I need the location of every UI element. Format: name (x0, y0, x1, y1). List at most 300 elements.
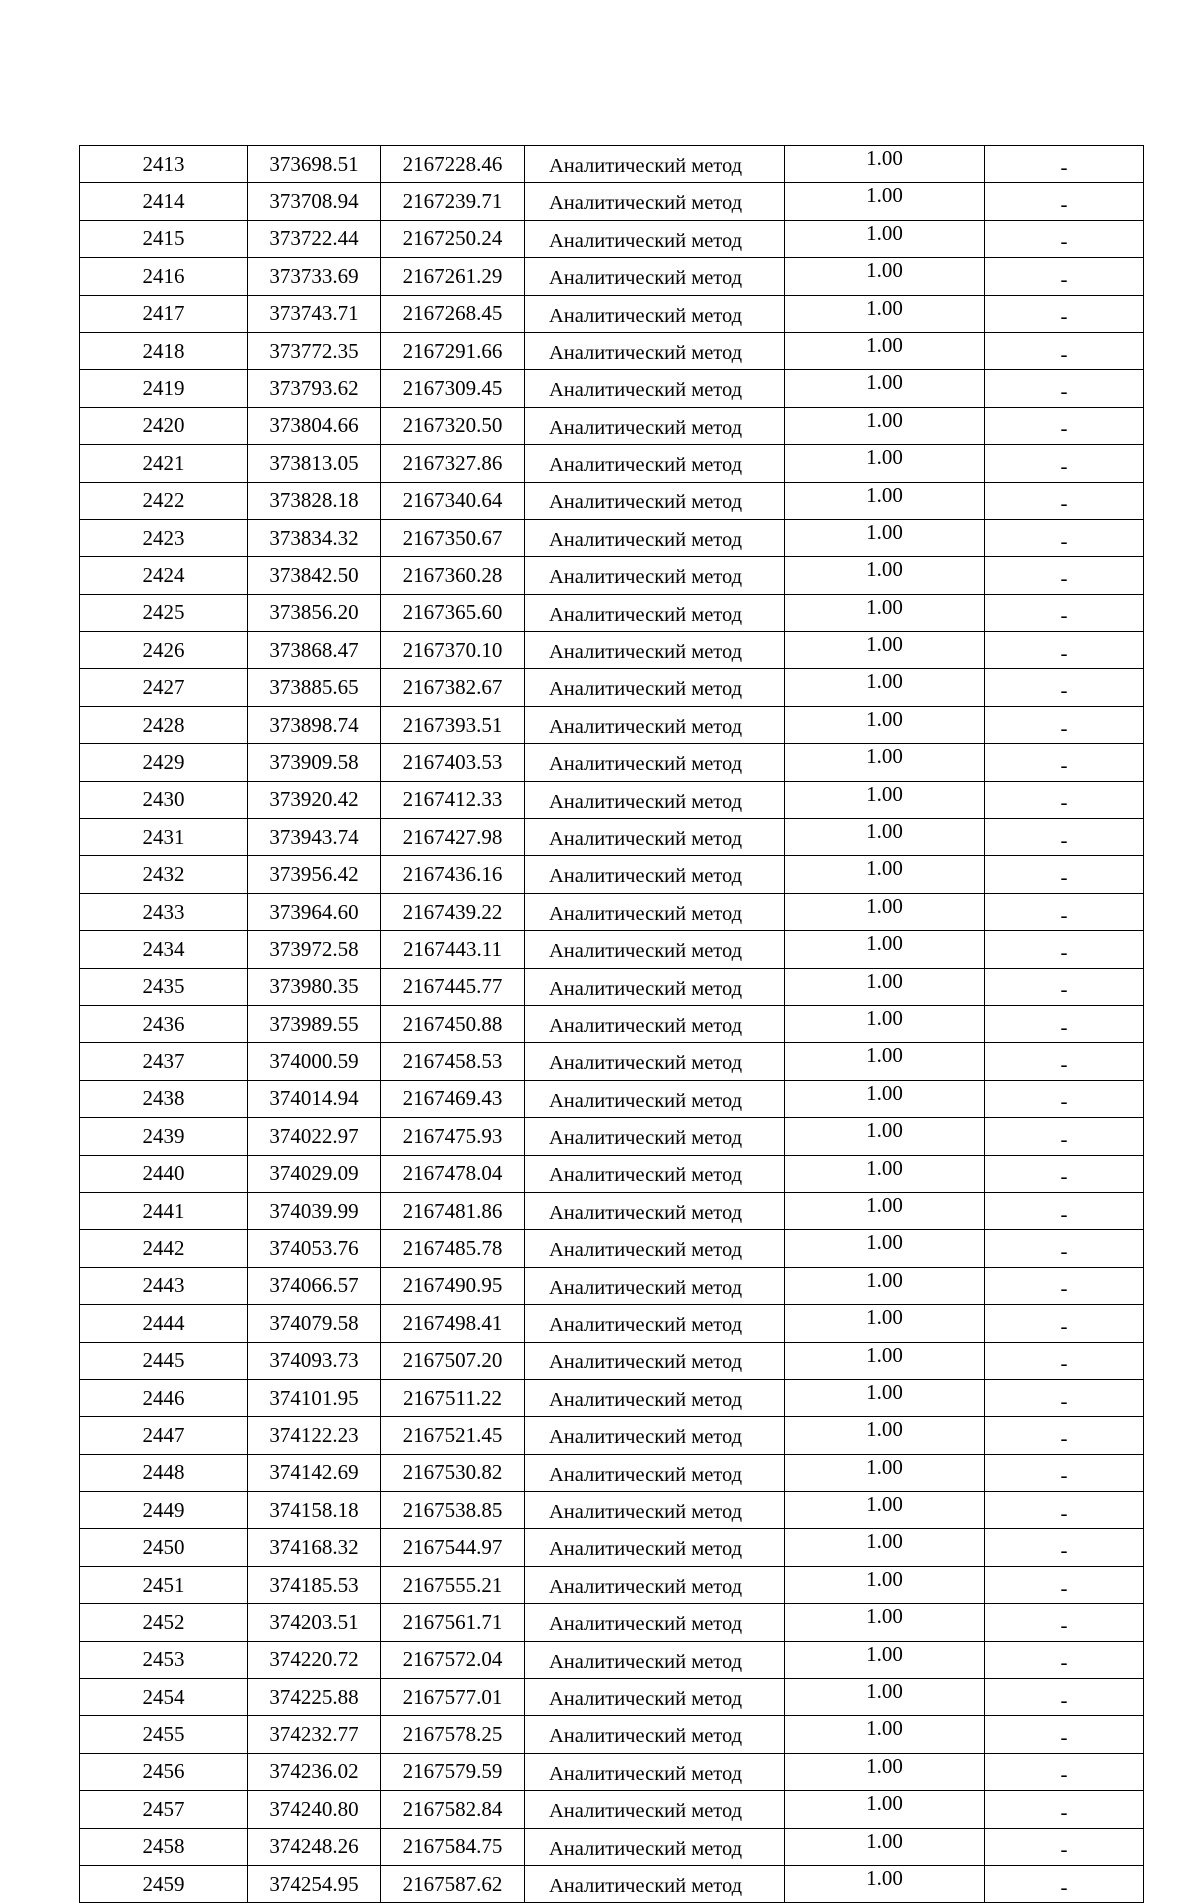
y-coordinate-cell: 2167393.51 (381, 706, 525, 743)
method-cell: Аналитический метод (525, 1080, 785, 1117)
method-cell: Аналитический метод (525, 1267, 785, 1304)
method-cell: Аналитический метод (525, 1679, 785, 1716)
x-coordinate-cell: 373898.74 (248, 706, 381, 743)
coordinates-table-body (80, 146, 1144, 1903)
point-number-cell: 2421 (80, 445, 248, 482)
y-coordinate-cell: 2167228.46 (381, 146, 525, 183)
point-number-cell: 2443 (80, 1267, 248, 1304)
y-coordinate-cell: 2167579.59 (381, 1753, 525, 1790)
x-coordinate-cell: 374254.95 (248, 1865, 381, 1902)
accuracy-cell: 1.00 (785, 519, 985, 556)
table-row (80, 1454, 1144, 1491)
note-cell: - (985, 445, 1144, 482)
method-cell: Аналитический метод (525, 1379, 785, 1416)
point-number-cell: 2436 (80, 1005, 248, 1042)
y-coordinate-cell: 2167478.04 (381, 1155, 525, 1192)
x-coordinate-cell: 373909.58 (248, 744, 381, 781)
x-coordinate-cell: 373980.35 (248, 968, 381, 1005)
x-coordinate-cell: 373722.44 (248, 220, 381, 257)
table-row (80, 1865, 1144, 1902)
accuracy-cell: 1.00 (785, 482, 985, 519)
x-coordinate-cell: 373920.42 (248, 781, 381, 818)
accuracy-cell: 1.00 (785, 1604, 985, 1641)
method-cell: Аналитический метод (525, 1192, 785, 1229)
accuracy-cell: 1.00 (785, 1454, 985, 1491)
note-cell: - (985, 407, 1144, 444)
accuracy-cell: 1.00 (785, 706, 985, 743)
point-number-cell: 2430 (80, 781, 248, 818)
point-number-cell: 2453 (80, 1641, 248, 1678)
table-row (80, 1791, 1144, 1828)
table-row (80, 220, 1144, 257)
method-cell: Аналитический метод (525, 968, 785, 1005)
note-cell: - (985, 594, 1144, 631)
y-coordinate-cell: 2167507.20 (381, 1342, 525, 1379)
point-number-cell: 2439 (80, 1118, 248, 1155)
point-number-cell: 2414 (80, 183, 248, 220)
note-cell: - (985, 781, 1144, 818)
accuracy-cell: 1.00 (785, 819, 985, 856)
table-row (80, 445, 1144, 482)
accuracy-cell: 1.00 (785, 669, 985, 706)
method-cell: Аналитический метод (525, 1828, 785, 1865)
point-number-cell: 2428 (80, 706, 248, 743)
method-cell: Аналитический метод (525, 1529, 785, 1566)
y-coordinate-cell: 2167530.82 (381, 1454, 525, 1491)
note-cell: - (985, 1641, 1144, 1678)
y-coordinate-cell: 2167350.67 (381, 519, 525, 556)
accuracy-cell: 1.00 (785, 1155, 985, 1192)
note-cell: - (985, 220, 1144, 257)
method-cell: Аналитический метод (525, 1043, 785, 1080)
table-row (80, 1492, 1144, 1529)
table-row (80, 1566, 1144, 1603)
note-cell: - (985, 744, 1144, 781)
point-number-cell: 2422 (80, 482, 248, 519)
x-coordinate-cell: 373989.55 (248, 1005, 381, 1042)
x-coordinate-cell: 374168.32 (248, 1529, 381, 1566)
y-coordinate-cell: 2167587.62 (381, 1865, 525, 1902)
method-cell: Аналитический метод (525, 1155, 785, 1192)
method-cell: Аналитический метод (525, 183, 785, 220)
accuracy-cell: 1.00 (785, 1641, 985, 1678)
y-coordinate-cell: 2167250.24 (381, 220, 525, 257)
y-coordinate-cell: 2167481.86 (381, 1192, 525, 1229)
table-row (80, 258, 1144, 295)
point-number-cell: 2413 (80, 146, 248, 183)
method-cell: Аналитический метод (525, 632, 785, 669)
x-coordinate-cell: 373943.74 (248, 819, 381, 856)
x-coordinate-cell: 373772.35 (248, 332, 381, 369)
y-coordinate-cell: 2167538.85 (381, 1492, 525, 1529)
y-coordinate-cell: 2167443.11 (381, 931, 525, 968)
method-cell: Аналитический метод (525, 146, 785, 183)
table-row (80, 1828, 1144, 1865)
note-cell: - (985, 931, 1144, 968)
note-cell: - (985, 1379, 1144, 1416)
accuracy-cell: 1.00 (785, 1828, 985, 1865)
table-row (80, 332, 1144, 369)
note-cell: - (985, 1118, 1144, 1155)
note-cell: - (985, 1155, 1144, 1192)
method-cell: Аналитический метод (525, 1342, 785, 1379)
method-cell: Аналитический метод (525, 1791, 785, 1828)
table-row (80, 669, 1144, 706)
point-number-cell: 2426 (80, 632, 248, 669)
note-cell: - (985, 258, 1144, 295)
method-cell: Аналитический метод (525, 1417, 785, 1454)
point-number-cell: 2440 (80, 1155, 248, 1192)
table-row (80, 1679, 1144, 1716)
note-cell: - (985, 482, 1144, 519)
y-coordinate-cell: 2167309.45 (381, 370, 525, 407)
method-cell: Аналитический метод (525, 220, 785, 257)
x-coordinate-cell: 374240.80 (248, 1791, 381, 1828)
accuracy-cell: 1.00 (785, 632, 985, 669)
accuracy-cell: 1.00 (785, 407, 985, 444)
y-coordinate-cell: 2167239.71 (381, 183, 525, 220)
point-number-cell: 2456 (80, 1753, 248, 1790)
table-row (80, 1080, 1144, 1117)
y-coordinate-cell: 2167320.50 (381, 407, 525, 444)
y-coordinate-cell: 2167445.77 (381, 968, 525, 1005)
table-row (80, 781, 1144, 818)
note-cell: - (985, 1679, 1144, 1716)
table-row (80, 146, 1144, 183)
note-cell: - (985, 295, 1144, 332)
method-cell: Аналитический метод (525, 744, 785, 781)
accuracy-cell: 1.00 (785, 1865, 985, 1902)
table-row (80, 1342, 1144, 1379)
accuracy-cell: 1.00 (785, 1118, 985, 1155)
x-coordinate-cell: 373708.94 (248, 183, 381, 220)
point-number-cell: 2449 (80, 1492, 248, 1529)
note-cell: - (985, 370, 1144, 407)
accuracy-cell: 1.00 (785, 893, 985, 930)
method-cell: Аналитический метод (525, 332, 785, 369)
table-row (80, 968, 1144, 1005)
point-number-cell: 2450 (80, 1529, 248, 1566)
point-number-cell: 2435 (80, 968, 248, 1005)
accuracy-cell: 1.00 (785, 445, 985, 482)
method-cell: Аналитический метод (525, 1454, 785, 1491)
point-number-cell: 2442 (80, 1230, 248, 1267)
accuracy-cell: 1.00 (785, 1192, 985, 1229)
point-number-cell: 2434 (80, 931, 248, 968)
x-coordinate-cell: 373842.50 (248, 557, 381, 594)
accuracy-cell: 1.00 (785, 1753, 985, 1790)
accuracy-cell: 1.00 (785, 295, 985, 332)
y-coordinate-cell: 2167582.84 (381, 1791, 525, 1828)
note-cell: - (985, 1043, 1144, 1080)
table-row (80, 407, 1144, 444)
point-number-cell: 2454 (80, 1679, 248, 1716)
x-coordinate-cell: 374203.51 (248, 1604, 381, 1641)
accuracy-cell: 1.00 (785, 1342, 985, 1379)
point-number-cell: 2418 (80, 332, 248, 369)
accuracy-cell: 1.00 (785, 258, 985, 295)
method-cell: Аналитический метод (525, 1230, 785, 1267)
note-cell: - (985, 1865, 1144, 1902)
x-coordinate-cell: 373733.69 (248, 258, 381, 295)
table-row (80, 1529, 1144, 1566)
table-row (80, 893, 1144, 930)
y-coordinate-cell: 2167403.53 (381, 744, 525, 781)
method-cell: Аналитический метод (525, 1753, 785, 1790)
point-number-cell: 2423 (80, 519, 248, 556)
y-coordinate-cell: 2167412.33 (381, 781, 525, 818)
table-row (80, 706, 1144, 743)
table-row (80, 183, 1144, 220)
point-number-cell: 2419 (80, 370, 248, 407)
table-row (80, 482, 1144, 519)
accuracy-cell: 1.00 (785, 1679, 985, 1716)
method-cell: Аналитический метод (525, 1641, 785, 1678)
y-coordinate-cell: 2167561.71 (381, 1604, 525, 1641)
y-coordinate-cell: 2167365.60 (381, 594, 525, 631)
point-number-cell: 2416 (80, 258, 248, 295)
y-coordinate-cell: 2167521.45 (381, 1417, 525, 1454)
x-coordinate-cell: 374225.88 (248, 1679, 381, 1716)
y-coordinate-cell: 2167382.67 (381, 669, 525, 706)
note-cell: - (985, 1192, 1144, 1229)
point-number-cell: 2457 (80, 1791, 248, 1828)
note-cell: - (985, 1791, 1144, 1828)
accuracy-cell: 1.00 (785, 557, 985, 594)
method-cell: Аналитический метод (525, 1118, 785, 1155)
method-cell: Аналитический метод (525, 781, 785, 818)
x-coordinate-cell: 374000.59 (248, 1043, 381, 1080)
y-coordinate-cell: 2167327.86 (381, 445, 525, 482)
table-row (80, 1379, 1144, 1416)
note-cell: - (985, 1005, 1144, 1042)
x-coordinate-cell: 373972.58 (248, 931, 381, 968)
table-row (80, 594, 1144, 631)
point-number-cell: 2444 (80, 1305, 248, 1342)
x-coordinate-cell: 374158.18 (248, 1492, 381, 1529)
point-number-cell: 2427 (80, 669, 248, 706)
x-coordinate-cell: 373956.42 (248, 856, 381, 893)
point-number-cell: 2447 (80, 1417, 248, 1454)
point-number-cell: 2448 (80, 1454, 248, 1491)
y-coordinate-cell: 2167268.45 (381, 295, 525, 332)
table-row (80, 1604, 1144, 1641)
y-coordinate-cell: 2167340.64 (381, 482, 525, 519)
y-coordinate-cell: 2167469.43 (381, 1080, 525, 1117)
y-coordinate-cell: 2167544.97 (381, 1529, 525, 1566)
accuracy-cell: 1.00 (785, 1566, 985, 1603)
accuracy-cell: 1.00 (785, 1791, 985, 1828)
point-number-cell: 2420 (80, 407, 248, 444)
method-cell: Аналитический метод (525, 856, 785, 893)
note-cell: - (985, 1454, 1144, 1491)
method-cell: Аналитический метод (525, 1865, 785, 1902)
accuracy-cell: 1.00 (785, 370, 985, 407)
method-cell: Аналитический метод (525, 482, 785, 519)
x-coordinate-cell: 373964.60 (248, 893, 381, 930)
x-coordinate-cell: 373856.20 (248, 594, 381, 631)
table-row (80, 856, 1144, 893)
method-cell: Аналитический метод (525, 1005, 785, 1042)
accuracy-cell: 1.00 (785, 1230, 985, 1267)
point-number-cell: 2437 (80, 1043, 248, 1080)
x-coordinate-cell: 374079.58 (248, 1305, 381, 1342)
y-coordinate-cell: 2167458.53 (381, 1043, 525, 1080)
x-coordinate-cell: 373813.05 (248, 445, 381, 482)
note-cell: - (985, 519, 1144, 556)
note-cell: - (985, 1230, 1144, 1267)
accuracy-cell: 1.00 (785, 594, 985, 631)
x-coordinate-cell: 374185.53 (248, 1566, 381, 1603)
method-cell: Аналитический метод (525, 258, 785, 295)
note-cell: - (985, 856, 1144, 893)
point-number-cell: 2415 (80, 220, 248, 257)
point-number-cell: 2459 (80, 1865, 248, 1902)
note-cell: - (985, 893, 1144, 930)
table-row (80, 1230, 1144, 1267)
method-cell: Аналитический метод (525, 669, 785, 706)
point-number-cell: 2424 (80, 557, 248, 594)
point-number-cell: 2433 (80, 893, 248, 930)
method-cell: Аналитический метод (525, 1305, 785, 1342)
table-row (80, 1753, 1144, 1790)
method-cell: Аналитический метод (525, 370, 785, 407)
table-row (80, 1155, 1144, 1192)
accuracy-cell: 1.00 (785, 1267, 985, 1304)
table-row (80, 1267, 1144, 1304)
point-number-cell: 2451 (80, 1566, 248, 1603)
y-coordinate-cell: 2167577.01 (381, 1679, 525, 1716)
accuracy-cell: 1.00 (785, 744, 985, 781)
method-cell: Аналитический метод (525, 519, 785, 556)
x-coordinate-cell: 374039.99 (248, 1192, 381, 1229)
point-number-cell: 2452 (80, 1604, 248, 1641)
point-number-cell: 2446 (80, 1379, 248, 1416)
accuracy-cell: 1.00 (785, 1005, 985, 1042)
x-coordinate-cell: 374220.72 (248, 1641, 381, 1678)
note-cell: - (985, 1529, 1144, 1566)
note-cell: - (985, 669, 1144, 706)
x-coordinate-cell: 373828.18 (248, 482, 381, 519)
table-row (80, 295, 1144, 332)
x-coordinate-cell: 373698.51 (248, 146, 381, 183)
point-number-cell: 2455 (80, 1716, 248, 1753)
point-number-cell: 2438 (80, 1080, 248, 1117)
note-cell: - (985, 1753, 1144, 1790)
table-row (80, 1641, 1144, 1678)
table-row (80, 819, 1144, 856)
table-row (80, 632, 1144, 669)
y-coordinate-cell: 2167370.10 (381, 632, 525, 669)
x-coordinate-cell: 373868.47 (248, 632, 381, 669)
y-coordinate-cell: 2167427.98 (381, 819, 525, 856)
y-coordinate-cell: 2167436.16 (381, 856, 525, 893)
x-coordinate-cell: 373793.62 (248, 370, 381, 407)
y-coordinate-cell: 2167584.75 (381, 1828, 525, 1865)
coordinates-table (79, 145, 1144, 1903)
note-cell: - (985, 819, 1144, 856)
method-cell: Аналитический метод (525, 1604, 785, 1641)
table-row (80, 557, 1144, 594)
note-cell: - (985, 632, 1144, 669)
note-cell: - (985, 1080, 1144, 1117)
x-coordinate-cell: 374142.69 (248, 1454, 381, 1491)
x-coordinate-cell: 373885.65 (248, 669, 381, 706)
x-coordinate-cell: 374248.26 (248, 1828, 381, 1865)
x-coordinate-cell: 374232.77 (248, 1716, 381, 1753)
point-number-cell: 2417 (80, 295, 248, 332)
accuracy-cell: 1.00 (785, 856, 985, 893)
method-cell: Аналитический метод (525, 557, 785, 594)
table-row (80, 519, 1144, 556)
note-cell: - (985, 706, 1144, 743)
x-coordinate-cell: 373804.66 (248, 407, 381, 444)
x-coordinate-cell: 374093.73 (248, 1342, 381, 1379)
accuracy-cell: 1.00 (785, 1492, 985, 1529)
table-row (80, 370, 1144, 407)
table-row (80, 1118, 1144, 1155)
x-coordinate-cell: 374053.76 (248, 1230, 381, 1267)
method-cell: Аналитический метод (525, 819, 785, 856)
accuracy-cell: 1.00 (785, 183, 985, 220)
note-cell: - (985, 1417, 1144, 1454)
method-cell: Аналитический метод (525, 893, 785, 930)
x-coordinate-cell: 374066.57 (248, 1267, 381, 1304)
accuracy-cell: 1.00 (785, 968, 985, 1005)
accuracy-cell: 1.00 (785, 781, 985, 818)
x-coordinate-cell: 374029.09 (248, 1155, 381, 1192)
y-coordinate-cell: 2167490.95 (381, 1267, 525, 1304)
method-cell: Аналитический метод (525, 295, 785, 332)
accuracy-cell: 1.00 (785, 1716, 985, 1753)
x-coordinate-cell: 374022.97 (248, 1118, 381, 1155)
point-number-cell: 2431 (80, 819, 248, 856)
table-row (80, 1043, 1144, 1080)
y-coordinate-cell: 2167360.28 (381, 557, 525, 594)
y-coordinate-cell: 2167498.41 (381, 1305, 525, 1342)
x-coordinate-cell: 373834.32 (248, 519, 381, 556)
method-cell: Аналитический метод (525, 1716, 785, 1753)
y-coordinate-cell: 2167475.93 (381, 1118, 525, 1155)
method-cell: Аналитический метод (525, 1492, 785, 1529)
note-cell: - (985, 1492, 1144, 1529)
note-cell: - (985, 1305, 1144, 1342)
accuracy-cell: 1.00 (785, 1417, 985, 1454)
note-cell: - (985, 1828, 1144, 1865)
point-number-cell: 2425 (80, 594, 248, 631)
y-coordinate-cell: 2167485.78 (381, 1230, 525, 1267)
accuracy-cell: 1.00 (785, 931, 985, 968)
method-cell: Аналитический метод (525, 594, 785, 631)
note-cell: - (985, 332, 1144, 369)
method-cell: Аналитический метод (525, 407, 785, 444)
point-number-cell: 2441 (80, 1192, 248, 1229)
note-cell: - (985, 968, 1144, 1005)
y-coordinate-cell: 2167439.22 (381, 893, 525, 930)
table-row (80, 931, 1144, 968)
table-row (80, 1192, 1144, 1229)
y-coordinate-cell: 2167450.88 (381, 1005, 525, 1042)
y-coordinate-cell: 2167291.66 (381, 332, 525, 369)
accuracy-cell: 1.00 (785, 1080, 985, 1117)
note-cell: - (985, 183, 1144, 220)
accuracy-cell: 1.00 (785, 1379, 985, 1416)
table-row (80, 744, 1144, 781)
note-cell: - (985, 146, 1144, 183)
x-coordinate-cell: 374236.02 (248, 1753, 381, 1790)
method-cell: Аналитический метод (525, 1566, 785, 1603)
note-cell: - (985, 1716, 1144, 1753)
